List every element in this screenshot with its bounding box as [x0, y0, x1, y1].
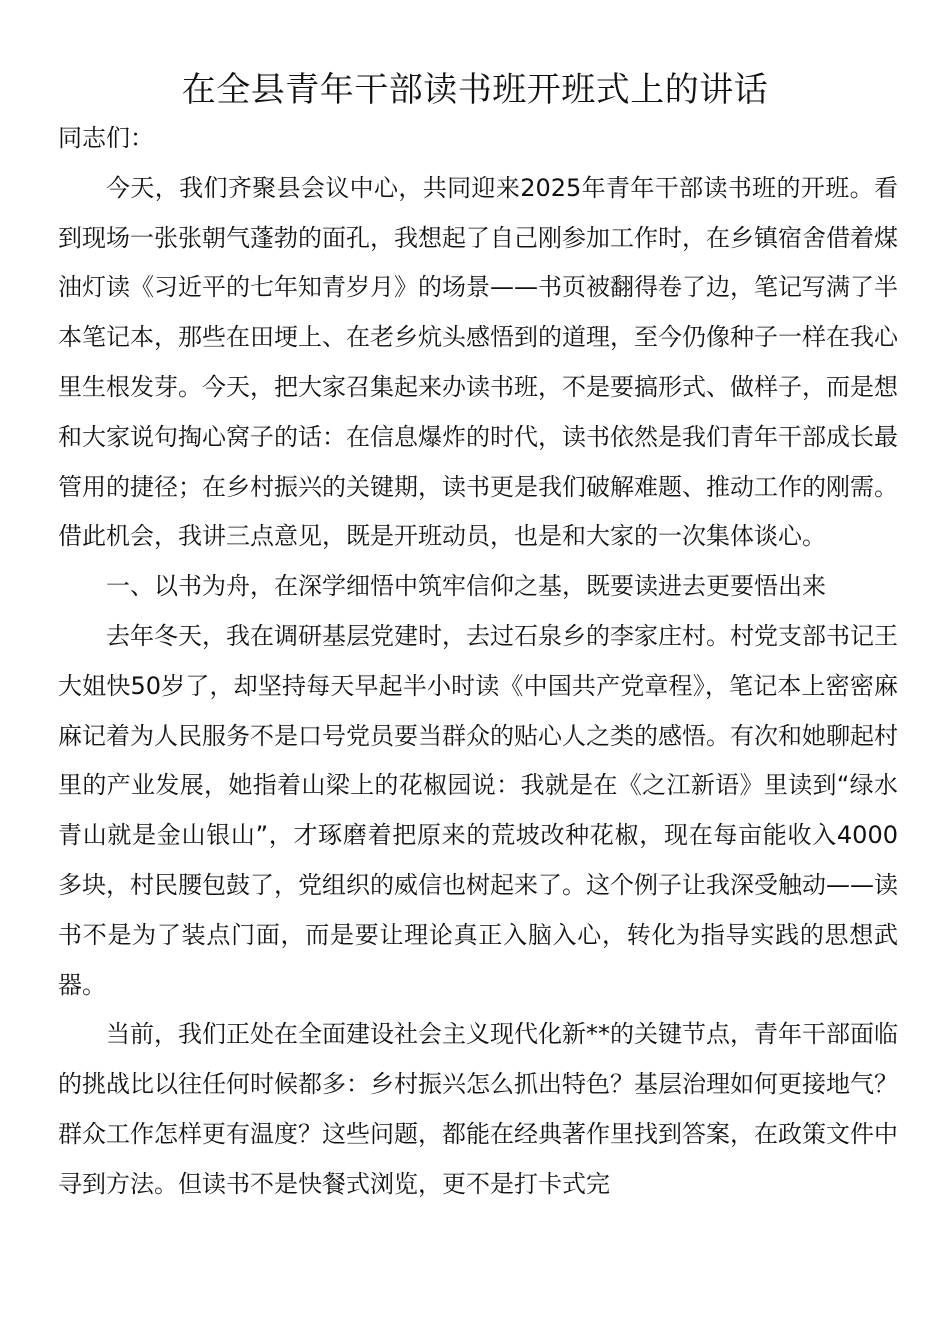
salutation: 同志们：	[58, 124, 154, 152]
document-body	[58, 114, 898, 1210]
document-title: 在全县青年干部读书班开班式上的讲话	[181, 70, 769, 110]
paragraph-section-one-current: 当前，我们正处在全面建设社会主义现代化新**的关键节点，青年干部面临的挑战比以往任何时候都多：乡村振兴怎么抓出特色？基层治理如何更接地气？群众工作怎样更有温度？这些问题，都能在经典著作里找到答案，在政策文件中寻到方法。但读书不是快餐式浏览，更不是打卡式完	[58, 1020, 898, 1198]
paragraph-opening: 今天，我们齐聚县会议中心，共同迎来2025年青年干部读书班的开班。看到现场一张张朝气蓬勃的面孔，我想起了自己刚参加工作时，在乡镇宿舍借着煤油灯读《习近平的七年知青岁月》的场景——书页被翻得卷了边，笔记写满了半本笔记本，那些在田埂上、在老乡炕头感悟到的道理，至今仍像种子一样在我心里生根发芽。今天，把大家召集起来办读书班，不是要搞形式、做样子，而是想和大家说句掏心窝子的话：在信息爆炸的时代，读书依然是我们青年干部成长最管用的捷径；在乡村振兴的关键期，读书更是我们破解难题、推动工作的刚需。借此机会，我讲三点意见，既是开班动员，也是和大家的一次集体谈心。	[58, 173, 898, 551]
section-heading-one: 一、以书为舟，在深学细悟中筑牢信仰之基，既要读进去更要悟出来	[106, 572, 826, 601]
paragraph-section-one-example: 去年冬天，我在调研基层党建时，去过石泉乡的李家庄村。村党支部书记王大姐快50岁了，却坚持每天早起半小时读《中国共产党章程》，笔记本上密密麻麻记着为人民服务不是口号党员要当群众的贴心人之类的感悟。有次和她聊起村里的产业发展，她指着山梁上的花椒园说：我就是在《之江新语》里读到“绿水青山就是金山银山”，才琢磨着把原来的荒坡改种花椒，现在每亩能收入4000多块，村民腰包鼓了，党组织的威信也树起来了。这个例子让我深受触动——读书不是为了装点门面，而是要让理论真正入脑入心，转化为指导实践的思想武器。	[58, 621, 898, 999]
